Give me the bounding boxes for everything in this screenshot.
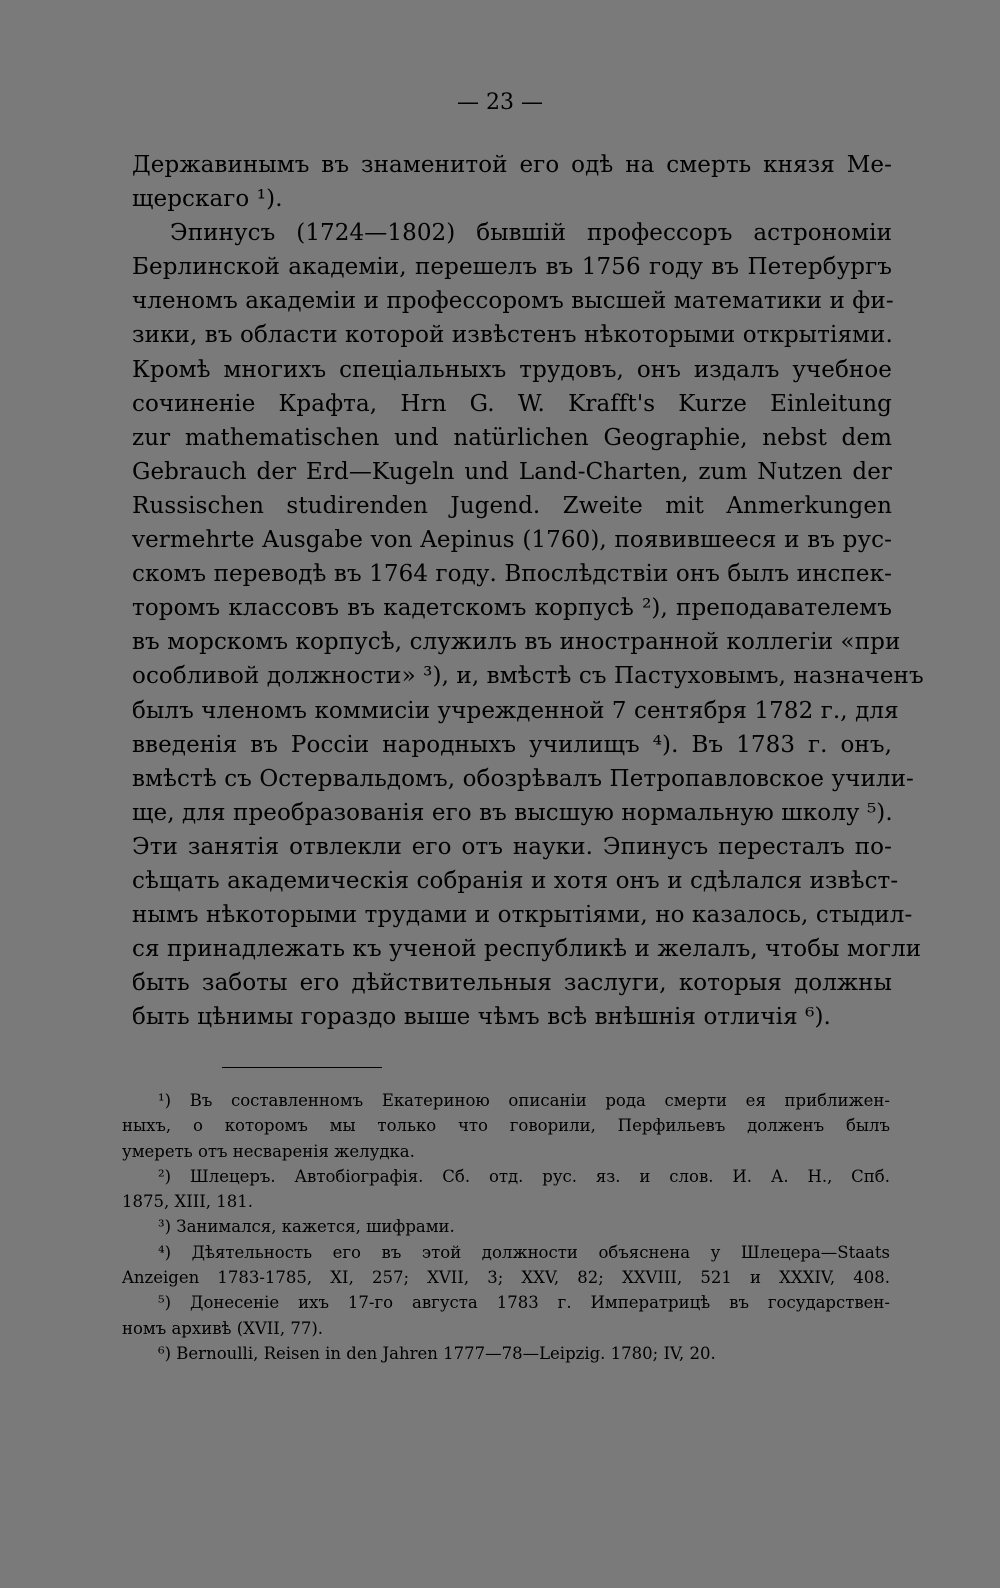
footnote-line: умереть отъ несваренія желудка. xyxy=(122,1141,415,1161)
main-text xyxy=(132,148,924,1034)
footnote-line: ⁵) Донесеніе ихъ 17-го августа 1783 г. Императрицѣ въ государствен- xyxy=(158,1293,890,1313)
text-line: ся принадлежать къ ученой республикѣ и желалъ, чтобы могли xyxy=(132,936,922,963)
footnotes xyxy=(122,1088,890,1366)
text-line: Державинымъ въ знаменитой его одѣ на смерть князя Ме- xyxy=(132,152,892,178)
text-line: особливой должности» ³), и, вмѣстѣ съ Пастуховымъ, назначенъ xyxy=(132,663,924,690)
text-line: сѣщать академическія собранія и хотя онъ и сдѣлался извѣст- xyxy=(132,867,899,894)
text-line: щерскаго ¹). xyxy=(132,186,283,213)
text-line: торомъ классовъ въ кадетскомъ корпусѣ ²), преподавателемъ xyxy=(132,595,892,622)
text-line: вмѣстѣ съ Остервальдомъ, обозрѣвалъ Петропавловское учили- xyxy=(132,765,914,792)
footnote-divider xyxy=(222,1067,382,1068)
footnote-line: ⁴) Дѣятельность его въ этой должности объяснена у Шлецера—Staats xyxy=(158,1242,890,1262)
text-line: Кромѣ многихъ спеціальныхъ трудовъ, онъ издалъ учебное xyxy=(132,356,892,383)
text-line: ще, для преобразованія его въ высшую нормальную школу ⁵). xyxy=(132,799,893,826)
text-line: былъ членомъ коммисіи учрежденной 7 сентября 1782 г., для xyxy=(132,697,899,724)
text-line: Russischen studirenden Jugend. Zweite mit Anmerkungen xyxy=(132,492,892,519)
text-line: vermehrte Ausgabe von Aepinus (1760), появившееся и въ рус- xyxy=(132,527,892,554)
text-line: введенія въ Россіи народныхъ училищъ ⁴). Въ 1783 г. онъ, xyxy=(132,731,892,758)
text-line: сочиненіе Крафта, Hrn G. W. Krafft's Kurze Einleitung xyxy=(132,390,892,417)
footnote-line: ⁶) Bernoulli, Reisen in den Jahren 1777—78—Leipzig. 1780; IV, 20. xyxy=(158,1343,716,1363)
text-line: Эпинусъ (1724—1802) бывшій профессоръ астрономіи xyxy=(170,220,892,247)
text-line: Gebrauch der Erd—Kugeln und Land-Charten, zum Nutzen der xyxy=(132,458,892,485)
text-line: zur mathematischen und natürlichen Geographie, nebst dem xyxy=(132,424,892,451)
text-line: Берлинской академіи, перешелъ въ 1756 году въ Петербургъ xyxy=(132,254,892,281)
footnote-line: 1875, XIII, 181. xyxy=(122,1192,254,1212)
page-number: — 23 — xyxy=(457,90,543,115)
footnote-line: ³) Занимался, кажется, шифрами. xyxy=(158,1217,455,1237)
text-line: зики, въ области которой извѣстенъ нѣкоторыми открытіями. xyxy=(132,322,893,349)
text-line: скомъ переводѣ въ 1764 году. Впослѣдствіи онъ былъ инспек- xyxy=(132,561,892,588)
footnote-line: номъ архивѣ (XVII, 77). xyxy=(122,1318,323,1338)
text-line: быть заботы его дѣйствительныя заслуги, которыя должны xyxy=(132,970,892,997)
footnote-line: Anzeigen 1783-1785, XI, 257; XVII, 3; XXV, 82; XXVIII, 521 и XXXIV, 408. xyxy=(122,1268,890,1288)
text-line: членомъ академіи и профессоромъ высшей математики и фи- xyxy=(132,288,894,315)
text-line: быть цѣнимы гораздо выше чѣмъ всѣ внѣшнія отличія ⁶). xyxy=(132,1004,831,1031)
footnote-line: ныхъ, о которомъ мы только что говорили, Перфильевъ долженъ былъ xyxy=(122,1116,890,1136)
text-line: нымъ нѣкоторыми трудами и открытіями, но казалось, стыдил- xyxy=(132,902,913,929)
text-line: въ морскомъ корпусѣ, служилъ въ иностранной коллегіи «при xyxy=(132,629,901,656)
footnote-line: ¹) Въ составленномъ Екатериною описаніи рода смерти ея приближен- xyxy=(158,1091,890,1110)
footnote-line: ²) Шлецеръ. Автобіографія. Сб. отд. рус. яз. и слов. И. А. Н., Спб. xyxy=(158,1166,890,1186)
text-line: Эти занятія отвлекли его отъ науки. Эпинусъ пересталъ по- xyxy=(132,833,892,860)
